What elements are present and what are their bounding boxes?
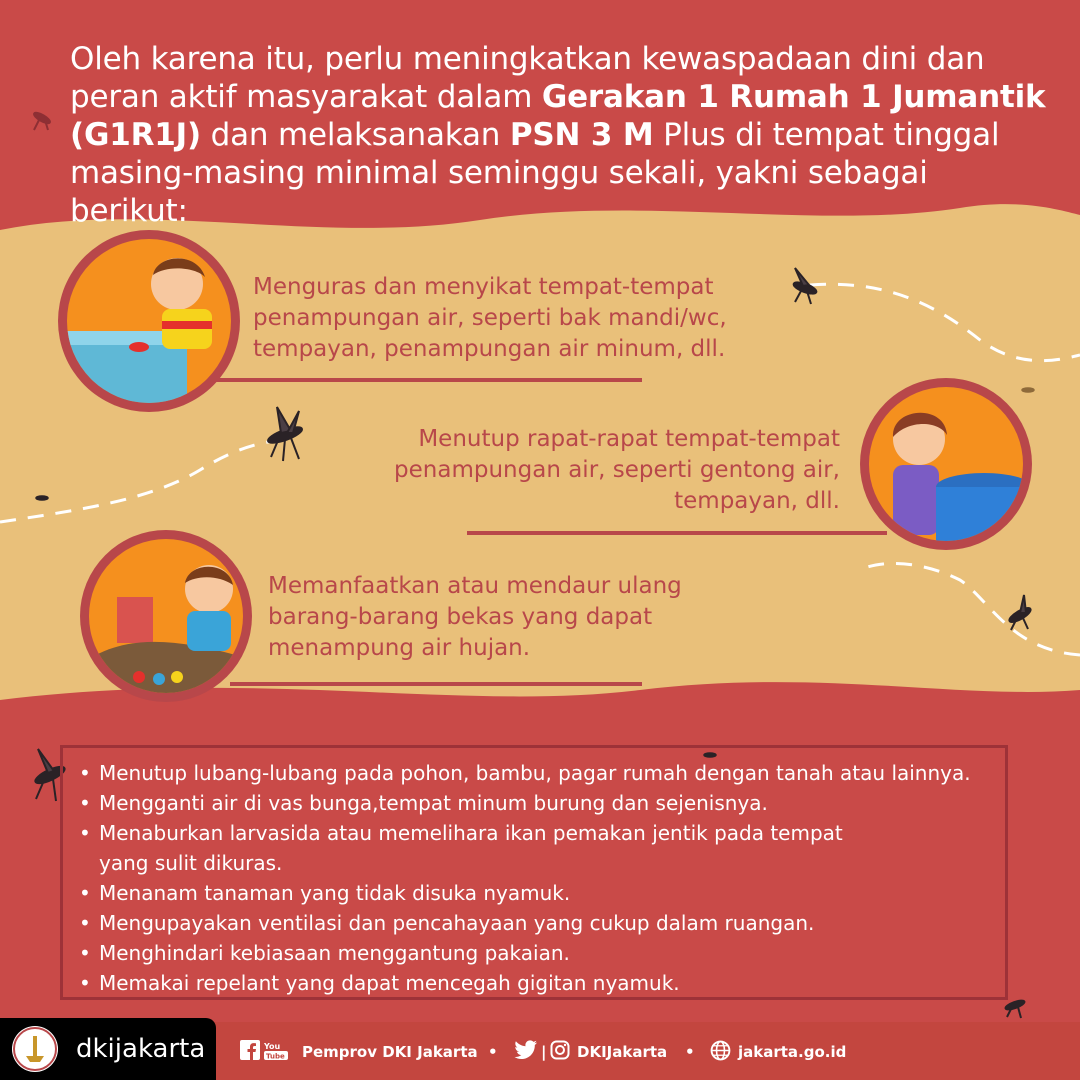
footer-facebook-youtube-label[interactable]: Pemprov DKI Jakarta xyxy=(302,1043,478,1061)
intro-paragraph xyxy=(70,40,1050,230)
step-3-underline xyxy=(230,682,642,686)
mosquito-icon xyxy=(1022,388,1034,392)
tip-item: • Menanam tanaman yang tidak disuka nyamuk. xyxy=(79,878,971,908)
tip-item: • Mengganti air di vas bunga,tempat minum burung dan sejenisnya. xyxy=(79,788,971,818)
svg-text:Tube: Tube xyxy=(266,1052,285,1060)
tips-list xyxy=(79,758,971,998)
facebook-icon[interactable] xyxy=(240,1040,260,1060)
globe-icon[interactable] xyxy=(710,1040,731,1061)
tip-item: • Memakai repelant yang dapat mencegah gigitan nyamuk. xyxy=(79,968,971,998)
footer-separator-dot: • xyxy=(685,1043,695,1061)
dki-emblem-icon xyxy=(12,1026,58,1072)
intro-highlight-psn3m: PSN 3 M xyxy=(509,117,654,153)
girl-closing-barrel-illustration xyxy=(869,387,1023,541)
intro-text: Oleh karena itu, perlu meningkatkan kewaspadaan dini dan peran aktif masyarakat dalam xyxy=(70,41,985,115)
tip-item: • Menaburkan larvasida atau memelihara ikan pemakan jentik pada tempat xyxy=(79,818,971,848)
footer-divider: | xyxy=(541,1043,547,1061)
tips-box xyxy=(60,745,1008,1000)
intro-highlight-g1r1j: Gerakan 1 Rumah 1 Jumantik (G1R1J) xyxy=(70,79,1046,153)
repost-account-badge[interactable] xyxy=(0,1018,216,1080)
intro-text: Plus di tempat tinggal masing-masing minimal seminggu sekali, yakni sebagai berikut: xyxy=(70,117,1000,229)
youtube-icon[interactable] xyxy=(264,1040,290,1060)
tip-item: • Mengupayakan ventilasi dan pencahayaan yang cukup dalam ruangan. xyxy=(79,908,971,938)
tip-item-continuation: yang sulit dikuras. xyxy=(99,851,283,875)
tip-item: • Menghindari kebiasaan menggantung pakaian. xyxy=(79,938,971,968)
step-2-underline xyxy=(467,531,887,535)
mosquito-icon xyxy=(36,496,48,500)
svg-text:You: You xyxy=(264,1042,281,1051)
step-1-text: Menguras dan menyikat tempat-tempat penampungan air, seperti bak mandi/wc, tempayan, penampungan air minum, dll. xyxy=(253,274,727,362)
step-3-text: Memanfaatkan atau mendaur ulang barang-barang bekas yang dapat menampung air hujan. xyxy=(268,573,682,661)
account-name: dkijakarta xyxy=(76,1034,206,1064)
footer-website-link[interactable]: jakarta.go.id xyxy=(738,1043,847,1061)
boy-recycling-illustration xyxy=(89,539,243,693)
instagram-icon[interactable] xyxy=(550,1040,570,1060)
footer-twitter-instagram-label[interactable]: DKIJakarta xyxy=(577,1043,668,1061)
intro-text: dan melaksanakan xyxy=(200,117,510,153)
step-3-illustration xyxy=(80,530,252,702)
account-avatar-logo xyxy=(12,1026,58,1072)
footer-separator-dot: • xyxy=(488,1043,498,1061)
step-1-illustration xyxy=(58,230,240,412)
twitter-icon[interactable] xyxy=(514,1040,538,1060)
tip-item: • Menutup lubang-lubang pada pohon, bambu, pagar rumah dengan tanah atau lainnya. xyxy=(79,758,971,788)
step-2-text: Menutup rapat-rapat tempat-tempat penampungan air, seperti gentong air, tempayan, dll. xyxy=(394,426,840,514)
boy-scrubbing-tub-illustration xyxy=(67,239,231,403)
step-2-illustration xyxy=(860,378,1032,550)
step-1-underline xyxy=(210,378,642,382)
